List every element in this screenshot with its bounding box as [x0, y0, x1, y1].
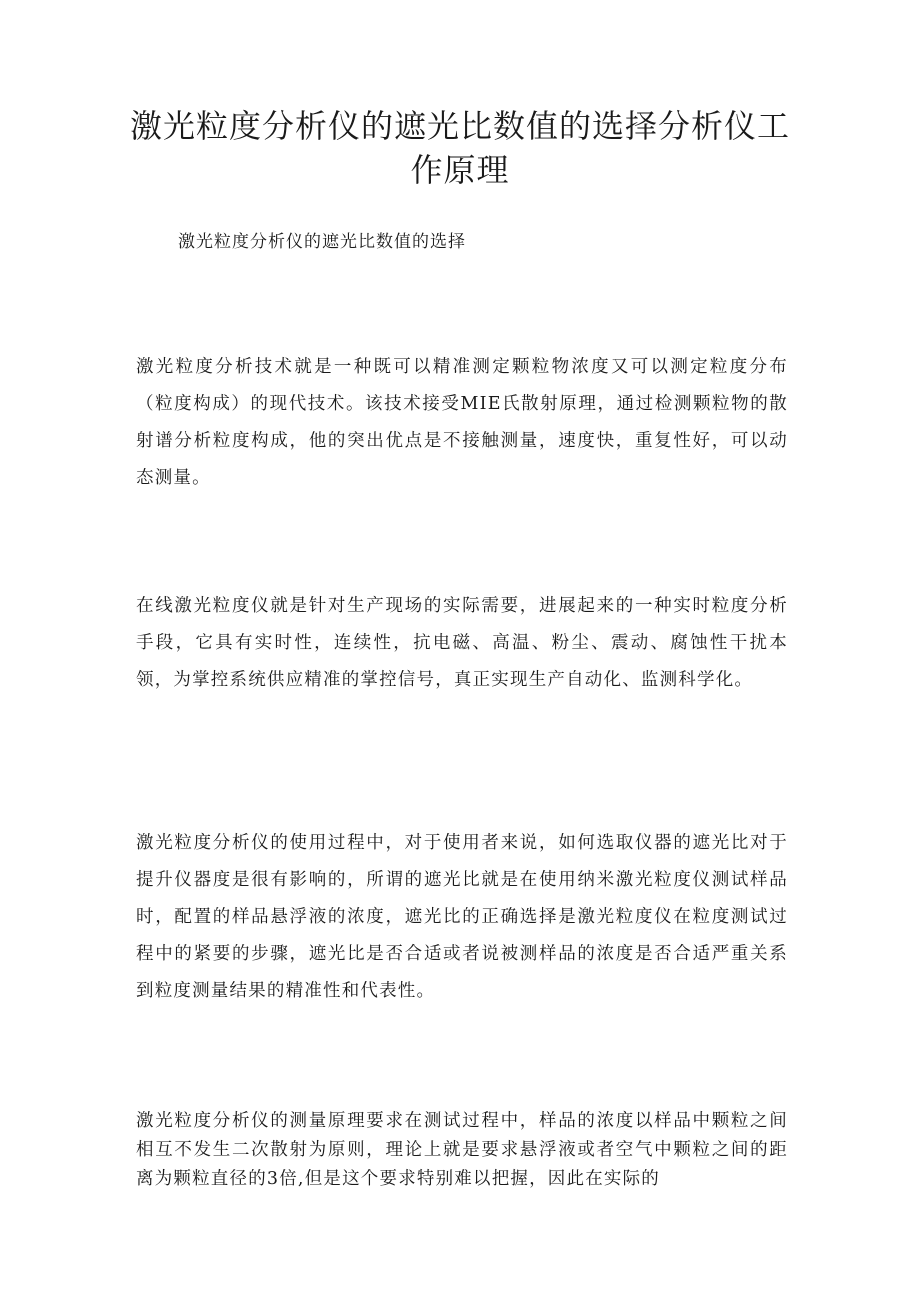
document-title: 激光粒度分析仪的遮光比数值的选择分析仪工作原理: [130, 107, 791, 189]
paragraph-1: 激光粒度分析技术就是一种既可以精准测定颗粒物浓度又可以测定粒度分布（粒度构成）的现代技术。该技术接受MIE氏散射原理，通过检测颗粒物的散射谱分析粒度构成，他的突出优点是不接触测量，速度快，重复性好，可以动态测量。: [136, 357, 788, 488]
paragraph-4: 激光粒度分析仪的测量原理要求在测试过程中，样品的浓度以样品中颗粒之间相互不发生二次散射为原则，理论上就是要求悬浮液或者空气中颗粒之间的距离为颗粒直径的3倍,但是这个要求特别难以把握，因此在实际的: [136, 1111, 788, 1189]
document-subtitle: 激光粒度分析仪的遮光比数值的选择: [178, 232, 466, 252]
paragraph-3: 激光粒度分析仪的使用过程中，对于使用者来说，如何选取仪器的遮光比对于提升仪器度是很有影响的，所谓的遮光比就是在使用纳米激光粒度仪测试样品时，配置的样品悬浮液的浓度，遮光比的正确选择是激光粒度仪在粒度测试过程中的紧要的步骤，遮光比是否合适或者说被测样品的浓度是否合适严重关系到粒度测量结果的精准性和代表性。: [136, 833, 788, 1001]
paragraph-2: 在线激光粒度仪就是针对生产现场的实际需要，进展起来的一种实时粒度分析手段，它具有实时性，连续性，抗电磁、高温、粉尘、震动、腐蚀性干扰本领，为掌控系统供应精准的掌控信号，真正实现生产自动化、监测科学化。: [136, 596, 788, 690]
